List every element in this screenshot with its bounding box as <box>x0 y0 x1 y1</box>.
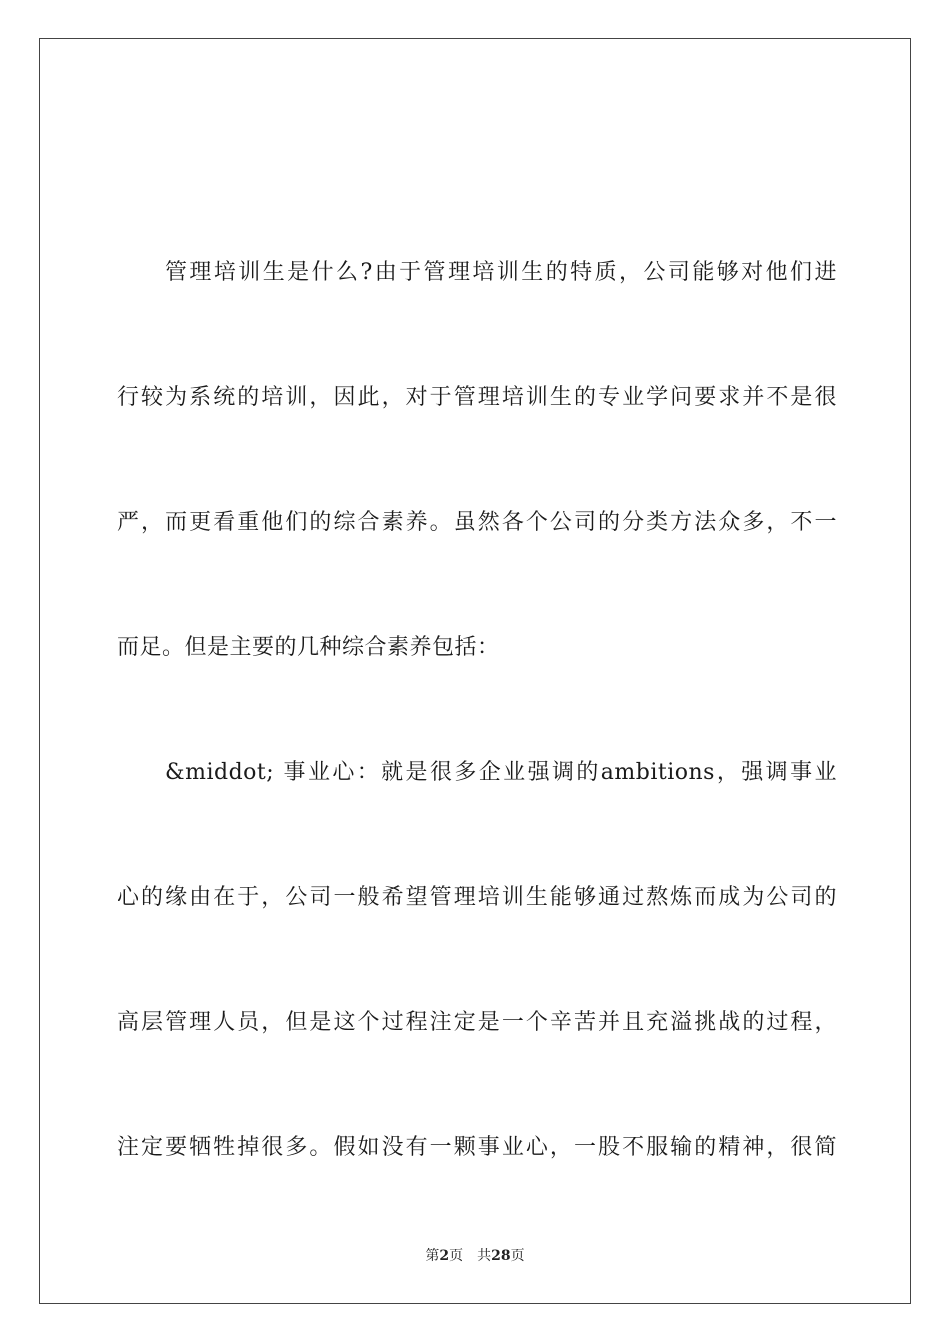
total-prefix: 共 <box>477 1248 492 1264</box>
total-pages: 28 <box>491 1248 511 1264</box>
paragraph-line: 严，而更看重他们的综合素养。虽然各个公司的分类方法众多，不一 <box>117 510 837 535</box>
paragraph-line: 高层管理人员，但是这个过程注定是一个辛苦并且充溢挑战的过程， <box>117 1010 837 1035</box>
page-suffix: 页 <box>449 1248 464 1264</box>
paragraph-line: 行较为系统的培训，因此，对于管理培训生的专业学问要求并不是很 <box>117 385 837 410</box>
page-prefix: 第 <box>425 1248 440 1264</box>
page-footer <box>0 1246 950 1266</box>
paragraph-line: 管理培训生是什么?由于管理培训生的特质，公司能够对他们进 <box>165 260 837 285</box>
paragraph-line: 注定要牺牲掉很多。假如没有一颗事业心，一股不服输的精神，很简 <box>117 1135 837 1160</box>
paragraph-line: &middot; 事业心：就是很多企业强调的ambitions，强调事业 <box>165 760 837 785</box>
page-border <box>39 38 911 1304</box>
page-number: 2 <box>439 1248 450 1264</box>
paragraph-line: 而足。但是主要的几种综合素养包括： <box>117 635 500 660</box>
total-suffix: 页 <box>510 1248 525 1264</box>
paragraph-line: 心的缘由在于，公司一般希望管理培训生能够通过熬炼而成为公司的 <box>117 885 837 910</box>
